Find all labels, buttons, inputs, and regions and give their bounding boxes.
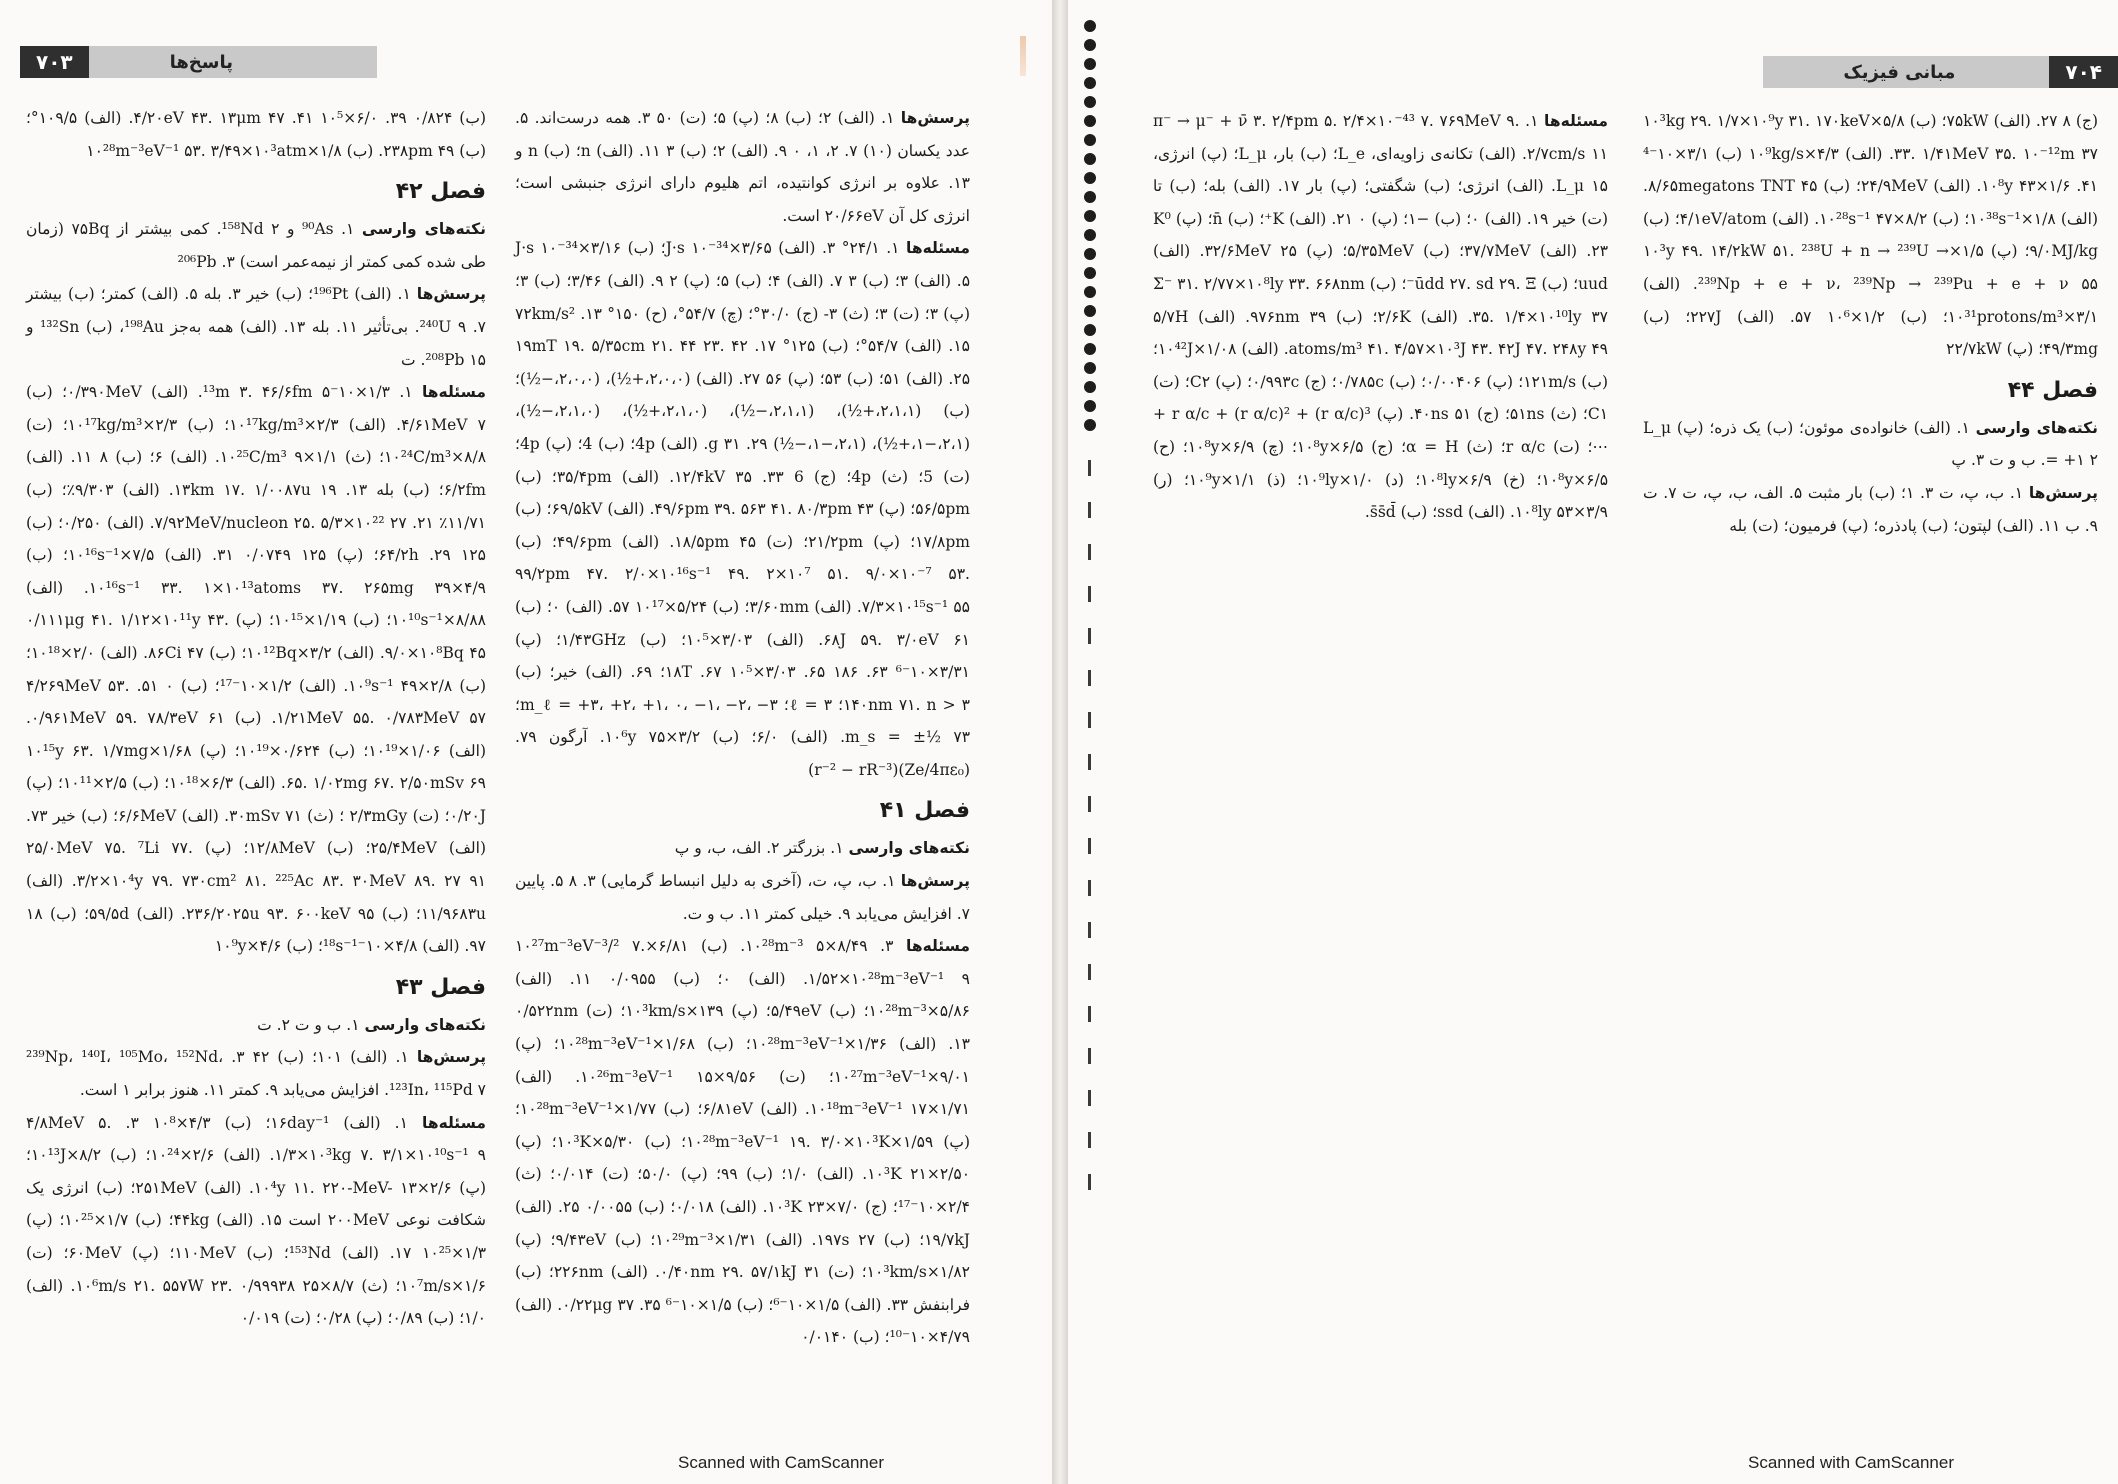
right-page-number: ۷۰۴	[2049, 56, 2118, 88]
binding-mark	[1088, 1090, 1091, 1106]
binding-ring	[1084, 58, 1096, 70]
binding-ring	[1084, 96, 1096, 108]
section-label: نکته‌های وارسی	[1975, 418, 2098, 437]
binding-ring	[1084, 115, 1096, 127]
section-label: نکته‌های وارسی	[364, 1015, 486, 1034]
section-label: نکته‌های وارسی	[361, 220, 487, 239]
right-header-bar	[1763, 56, 2118, 88]
answer-text: ۱. ب، پ، ت، (آخری به دلیل انبساط گرمایی) ۳. ۸ ۵. پایین ۷. افزایش می‌یابد ۹. خیلی کمتر ۱۱. ب و ت.	[515, 872, 970, 923]
answer-paragraph	[26, 278, 486, 376]
left-page-right-column	[515, 102, 970, 1354]
binding-ring	[1084, 286, 1096, 298]
answer-text: ۱. ۱/۳×۱۰⁻¹³m ۳. ۴۶/۶fm ۵. (الف) ۰/۳۹۰MeV؛ (ب) ۴/۶۱MeV ۷. (الف) ۲/۳×۱۰¹⁷kg/m³؛ (ب) ۲/۳×۱۰¹⁷kg/m³؛ (ت) ۸/۸×۱۰²⁴C/m³؛ (ث) ۱/۱×۱۰²⁵C/m³ ۹. (الف) ۶؛ (ب) ۸ ۱۱. (الف) ۶/۲fm؛ (ب) بله ۱۳. ۱۳km ۱۷. ۱/۰۰۸۷u ۱۹. (الف) ۹/۳۰۳٪؛ (ب) ۱۱/۷۱٪ ۲۱. ۷/۹۲MeV/nucleon ۲۵. ۵/۳×۱۰²² ۲۷. (الف) ۰/۲۵۰؛ (ب) ۱۲۵ ۲۹. ۶۴/۲h؛ (پ) ۱۲۵ ۰/۰۷۴۹ ۳۱. (الف) ۷/۵×۱۰¹⁶s⁻¹؛ (ب) ۴/۹×۱۰¹⁶s⁻¹ ۳۳. ۱×۱۰¹³atoms ۳۷. ۲۶۵mg ۳۹. (الف) ۸/۸۸×۱۰¹⁰s⁻¹؛ (ب) ۱/۱۹×۱۰¹⁵؛ (پ) ۰/۱۱۱μg ۴۱. ۱/۱۲×۱۰¹¹y ۴۳. ۹/۰×۱۰⁸Bq ۴۵. (الف) ۳/۲×۱۰¹²Bq؛ (ب) ۸۶Ci ۴۷. (الف) ۲/۰×۱۰¹⁸؛ (ب) ۲/۸×۱۰⁹s⁻¹ ۴۹. (الف) ۱/۲×۱۰⁻¹⁷؛ (ب) ۰ ۵۱. ۴/۲۶۹MeV ۵۳. ۱/۲۱MeV ۵۵. ۰/۷۸۳MeV ۵۷. (ب) ۰/۹۶۱MeV ۵۹. ۷۸/۳eV ۶۱. (الف) ۱/۰۶×۱۰¹⁹؛ (ب) ۰/۶۲۴×۱۰¹⁹؛ (پ) ۱/۶۸×۱۰¹⁵y ۶۳. ۱/۷mg ۶۵. ۱/۰۲mg ۶۷. ۲/۵۰mSv ۶۹. (الف) ۶/۳×۱۰¹⁸؛ (ب) ۲/۵×۱۰¹¹؛ (پ) ۰/۲۰J؛ (ت) ۲/۳mGy ؛ (ث) ۳۰mSv ۷۱. (الف) ۶/۶MeV؛ (ب) خیر ۷۳. (الف) ۲۵/۴MeV؛ (ب) ۱۲/۸MeV؛ (پ) ۲۵/۰MeV ۷۵. ⁷Li ۷۷. ۳/۲×۱۰⁴y ۷۹. ۷۳۰cm² ۸۱. ²²⁵Ac ۸۳. ۳۰MeV ۸۹. ۲۷ ۹۱. (الف) ۱۱/۹۶۸۳u؛ (ب) ۲۳۶/۲۰۲۵u ۹۳. ۶۰۰keV ۹۵. (الف) ۵۹/۵d؛ (ب) ۱۸ ۹۷. (الف) ۴/۸×۱۰⁻¹⁸s⁻¹؛ (ب) ۴/۶×۱۰⁹y	[26, 383, 487, 956]
answer-paragraph	[1643, 477, 2098, 542]
left-running-title: پاسخ‌ها	[169, 51, 233, 73]
answer-paragraph	[1153, 105, 1608, 529]
binding-ring	[1084, 400, 1096, 412]
right-page	[1068, 0, 2118, 1484]
binding-mark	[1088, 1174, 1091, 1190]
answer-paragraph	[515, 102, 970, 232]
answer-text: ۱. (الف) خانواده‌ی موئون؛ (ب) یک ذره؛ (پ) L_μ = +۱ ۲. ب و ت ۳. پ	[1643, 418, 2098, 470]
section-label: مسئله‌ها	[906, 239, 971, 258]
binding-ring	[1084, 39, 1096, 51]
chapter-heading: فصل ۴۳	[395, 974, 486, 1000]
section-label: پرسش‌ها	[416, 1048, 487, 1067]
section-label: نکته‌های وارسی	[848, 839, 970, 858]
answer-text: (ج) ۸ ۲۷. (الف) ۷۵kW؛ (ب) ۵/۸×۱۰³kg ۲۹. ۱/۷×۱۰⁹y ۳۱. ۱۷۰keV ۳۳. ۱/۴۱MeV ۳۵. ۱۰⁻¹²m ۳۷. (الف) ۴/۳×۱۰⁹kg/s (ب) ۳/۱×۱۰⁻⁴ ۴۱. ۱/۶×۱۰⁸y ۴۳. (الف) ۲۴/۹MeV؛ (ب) ۸/۶۵megatons TNT ۴۵. (الف) ۱/۸×۱۰³⁸s⁻¹؛ (ب) ۸/۲×۱۰²⁸s⁻¹ ۴۷. (الف) ۴/۱eV/atom؛ (ب) ۹/۰MJ/kg؛ (پ) ۱/۵×۱۰³y ۴۹. ۱۴/۲kW ۵۱. ²³⁸U + n → ²³⁹U → ²³⁹Np + e + ν، ²³⁹Np → ²³⁹Pu + e + ν ۵۵. (الف) ۳/۱×۱۰³¹protons/m³؛ (ب) ۱/۲×۱۰⁶ ۵۷. (الف) ۲۲۷J؛ (ب) ۴۹/۳mg؛ (پ) ۲۲/۷kW	[1643, 112, 2099, 359]
binding-ring	[1084, 134, 1096, 146]
binding-ring	[1084, 191, 1096, 203]
answer-text: ۳. ۸/۴۹×۱۰²⁸m⁻³ ۵. (ب) ۶/۸۱×۱۰²⁷m⁻³eV⁻³/² ۷. ۱/۵۲×۱۰²⁸m⁻³eV⁻¹ ۹. (الف) ۰؛ (ب) ۰/۰۹۵۵ ۱۱. (الف) ۵/۸۶×۱۰²⁸m⁻³؛ (ب) ۵/۴۹eV؛ (پ) ۱۳۹×۱۰³km/s؛ (ت) ۰/۵۲۲nm ۱۳. (الف) ۱/۳۶×۱۰²⁸m⁻³eV⁻¹؛ (ب) ۱/۶۸×۱۰²⁸m⁻³eV⁻¹؛ (پ) ۹/۰۱×۱۰²⁷m⁻³eV⁻¹؛ (ت) ۹/۵۶×۱۰²⁶m⁻³eV⁻¹ ۱۵. (الف) ۱/۷۱×۱۰¹⁸m⁻³eV⁻¹ ۱۷. (الف) ۶/۸۱eV؛ (ب) ۱/۷۷×۱۰²⁸m⁻³eV⁻¹؛ (پ) ۱/۵۹×۱۰²⁸m⁻³eV⁻¹ ۱۹. ۳/۰×۱۰³K؛ (ب) ۵/۳۰×۱۰³K؛ (پ) ۲/۵۰×۱۰³K ۲۱. (الف) ۱/۰؛ (ب) ۹۹؛ (پ) ۵۰/۰؛ (ت) ۰/۰۱۴؛ (ث) ۲/۴×۱۰⁻¹⁷؛ (ج) ۷/۰×۱۰³K ۲۳. (الف) ۰/۰۱۸؛ (ب) ۰/۰۰۵۵ ۲۵. (الف) ۱۹/۷kJ؛ (ب) ۱۹۷s ۲۷. (الف) ۱/۳۱×۱۰²⁹m⁻³؛ (ب) ۹/۴۳eV؛ (پ) ۱/۸۲×۱۰³km/s؛ (ت) ۰/۴۰nm ۲۹. ۵۷/۱kJ ۳۱. (الف) ۲۲۶nm؛ (ب) فرابنفش ۳۳. (الف) ۱/۵×۱۰⁻⁶؛ (ب) ۱/۵×۱۰⁻⁶ ۳۵. ۰/۲۲μg ۳۷. (الف) ۴/۷۹×۱۰⁻¹⁰؛ (ب) ۰/۰۱۴۰	[515, 937, 971, 1347]
binding-mark	[1088, 586, 1091, 602]
binding-mark	[1088, 838, 1091, 854]
binding-mark	[1088, 460, 1091, 476]
binding-ring	[1084, 343, 1096, 355]
answer-text: ۱. ب، پ، ت ۳. ۱؛ (ب) بار مثبت ۵. الف، ب، پ، ت ۷. ت ۹. ب ۱۱. (الف) لپتون؛ (ب) پادذره؛ (پ) فرمیون؛ (ت) بله	[1643, 483, 2098, 535]
answer-paragraph	[26, 1107, 486, 1335]
left-page-number: ۷۰۳	[20, 46, 89, 78]
section-label: پرسش‌ها	[900, 872, 970, 891]
binding-ring	[1084, 172, 1096, 184]
answer-paragraph	[26, 376, 486, 963]
binding-mark	[1088, 544, 1091, 560]
right-footer-watermark: Scanned with CamScanner	[1748, 1453, 1955, 1472]
section-label: پرسش‌ها	[2028, 483, 2098, 502]
answer-text: ۱. (الف) ۲؛ (ب) ۸؛ (پ) ۵؛ (ت) ۵۰ ۳. همه درست‌اند. ۵. عدد یکسان (۱۰) ۷. ۲، ۱، ۰ ۹. (الف) ۲؛ (ب) ۳ ۱۱. (الف) n؛ (ب) n و ۱۳. علاوه بر انرژی کوانتیده، اتم هلیوم دارای انرژی جنبشی است؛ انرژی کل آن ۲۰/۶۶eV است.	[515, 109, 971, 225]
left-header-bar	[20, 46, 377, 78]
answer-paragraph	[26, 1009, 486, 1042]
binding-mark	[1088, 1132, 1091, 1148]
answer-text: ۱. (الف) ¹⁹⁶Pt؛ (ب) خیر ۳. بله ۵. (الف) کمتر؛ (ب) بیشتر ۷. ²⁴⁰U ۹. بی‌تأثیر ۱۱. بله ۱۳. (الف) همه به‌جز ¹⁹⁸Au، (ب) ¹³²Sn و ²⁰⁸Pb ۱۵. ت	[26, 285, 486, 369]
left-page-left-column	[26, 102, 486, 1335]
section-label: مسئله‌ها	[906, 937, 970, 956]
section-label: پرسش‌ها	[416, 285, 486, 304]
answer-paragraph	[1643, 412, 2098, 477]
section-label: پرسش‌ها	[900, 109, 970, 127]
binding-ring	[1084, 419, 1096, 431]
binding-ring	[1084, 153, 1096, 165]
binding-mark	[1088, 964, 1091, 980]
answer-paragraph	[1643, 105, 2098, 366]
section-label: مسئله‌ها	[422, 1113, 486, 1132]
binding-ring	[1084, 77, 1096, 89]
section-label: مسئله‌ها	[421, 383, 486, 402]
answer-paragraph	[26, 102, 486, 167]
binding-ring	[1084, 229, 1096, 241]
binding-mark	[1088, 670, 1091, 686]
left-page	[0, 0, 1052, 1484]
binding-ring	[1084, 20, 1096, 32]
binding-ring	[1084, 210, 1096, 222]
answer-text: ۱. π⁻ → μ⁻ + ν̄ ۳. ۲/۴pm ۵. ۲/۴×۱۰⁻⁴³ ۷. ۷۶۹MeV ۹. ۲/۷cm/s ۱۱. (الف) تکانه‌ی زاویه‌ای، L_e؛ (ب) بار، L_μ؛ (پ) انرژی، L_μ ۱۵. (الف) انرژی؛ (ب) شگفتی؛ (پ) بار ۱۷. (الف) بله؛ (ب) تا (ت) خیر ۱۹. (الف) ۰؛ (ب) −۱؛ (پ) ۰ ۲۱. (الف) K⁺؛ (ب) n̄؛ (پ) K⁰ ۲۳. (الف) ۳۷/۷MeV؛ (ب) ۵/۳۵MeV؛ (پ) ۳۲/۶MeV ۲۵. (الف) uud؛ (ب) ūdd ۲۷. sd ۲۹. Ξ⁻؛ (ب) Σ⁻ ۳۱. ۲/۷۷×۱۰⁸ly ۳۳. ۶۶۸nm ۳۵. ۱/۴×۱۰¹⁰ly ۳۷. (الف) ۲/۶K؛ (ب) ۹۷۶nm ۳۹. (الف) ۵/۷H atoms/m³ ۴۱. ۴/۵۷×۱۰³J ۴۳. ۴۲J ۴۷. ۲۴۸y ۴۹. (الف) ۱/۰۸×۱۰⁴²J؛ (ب) ۱۲۱m/s؛ (پ) ۰/۰۰۴۰۶؛ (ب) ۰/۷۸۵c؛ (ج) ۰/۹۹۳c؛ (پ) C۲؛ (ت) C۱؛ (ث) ۵۱ns؛ (ج) ۴۰ns ۵۱. (پ) r α/c + (r α/c)² + (r α/c)³ + ⋯؛ (ت) r α/c؛ (ث) α = H؛ (ج) ۶/۵×۱۰⁸y؛ (چ) ۶/۹×۱۰⁸y؛ (ح) ۶/۵×۱۰⁸y؛ (خ) ۶/۹×۱۰⁸ly؛ (د) ۱/۰×۱۰⁹ly؛ (ذ) ۱/۱×۱۰⁹y؛ (ر) ۳/۹×۱۰⁸ly ۵۳. (الف) ssd؛ (ب) s̄s̄d̄.	[1153, 112, 1609, 522]
answer-paragraph	[515, 232, 970, 786]
binding-ring	[1084, 267, 1096, 279]
answer-paragraph	[515, 930, 970, 1354]
right-running-title: مبانی فیزیک	[1843, 61, 1956, 83]
answer-paragraph	[26, 1041, 486, 1106]
binding-rings	[1082, 20, 1102, 1480]
answer-paragraph	[515, 865, 970, 930]
chapter-heading: فصل ۴۴	[2007, 377, 2098, 403]
binding-mark	[1088, 1048, 1091, 1064]
binding-mark	[1088, 922, 1091, 938]
left-footer-watermark: Scanned with CamScanner	[678, 1453, 885, 1472]
binding-mark	[1088, 796, 1091, 812]
answer-text: (ب) ۰/۸۲۴ ۳۹. ۶/۰×۱۰⁵ ۴۱. ۴/۲۰eV ۴۳. ۱۳μm ۴۷. (الف) ۱۰۹/۵°؛ (ب) ۲۳۸pm ۴۹. (ب) ۱/۸×۱۰²⁸m⁻³eV⁻¹ ۵۳. ۳/۴۹×۱۰³atm	[26, 109, 486, 160]
binding-mark	[1088, 502, 1091, 518]
answer-text: ۱. ب و ت ۲. ت	[257, 1015, 365, 1034]
binding-ring	[1084, 381, 1096, 393]
book-gutter	[1052, 0, 1068, 1484]
binding-ring	[1084, 248, 1096, 260]
binding-ring	[1084, 305, 1096, 317]
binding-ring	[1084, 362, 1096, 374]
chapter-heading: فصل ۴۲	[395, 179, 486, 205]
answer-text: ۱. ⁹⁰As و ¹⁵⁸Nd ۲. کمی بیشتر از ۷۵Bq (زمان طی شده کمی کمتر از نیمه‌عمر است) ۳. ²⁰⁶Pb	[26, 220, 486, 271]
chapter-heading: فصل ۴۱	[879, 798, 970, 824]
right-page-right-column	[1643, 105, 2098, 542]
binding-mark	[1088, 628, 1091, 644]
answer-text: ۱. (الف) ۱۶day⁻¹؛ (ب) ۴/۳×۱۰⁸ ۳. ۴/۸MeV ۵. ۱/۳×۱۰³kg ۷. ۳/۱×۱۰¹⁰s⁻¹ ۹. (الف) ۲/۶×۱۰²⁴؛ (ب) ۸/۲×۱۰¹³J؛ (پ) ۲/۶×۱۰⁴y ۱۱. ۲۲۰-MeV- ۱۳. (الف) ۲۵۱MeV؛ (ب) انرژی یک شکافت نوعی ۲۰۰MeV است ۱۵. (الف) ۴۴kg؛ (ب) ۱/۷×۱۰²⁵؛ (پ) ۱/۳×۱۰²⁵ ۱۷. (الف) ¹⁵³Nd؛ (ب) ۱۱۰MeV؛ (پ) ۶۰MeV؛ (ت) ۱/۶×۱۰⁷m/s؛ (ث) ۸/۷×۱۰⁶m/s ۲۱. ۵۵۷W ۲۳. ۰/۹۹۹۳۸ ۲۵. (الف) ۱/۰؛ (ب) ۰/۸۹؛ (پ) ۰/۲۸؛ (ت) ۰/۰۱۹	[26, 1113, 487, 1328]
answer-text: ۱. (الف) ۱۰۱؛ (ب) ۴۲ ۳. ²³⁹Np، ¹⁴⁰I، ¹⁰⁵Mo، ¹⁵²Nd، ¹²³In، ¹¹⁵Pd ۷. افزایش می‌یابد ۹. کمتر ۱۱. هنوز برابر ۱ است.	[26, 1048, 486, 1100]
binding-mark	[1088, 754, 1091, 770]
answer-paragraph	[26, 213, 486, 278]
binding-mark	[1088, 712, 1091, 728]
binding-ring	[1084, 324, 1096, 336]
answer-paragraph	[515, 832, 970, 865]
right-page-left-column	[1153, 105, 1608, 529]
answer-text: ۱. بزرگتر ۲. الف، ب، و پ	[674, 839, 849, 858]
answer-text: ۱. ۲۴/۱° ۳. (الف) J·s ۱۰⁻³⁴×۳/۶۵؛ (ب) J·s ۱۰⁻³⁴×۳/۱۶ ۵. (الف) ۳؛ (ب) ۳ ۷. (الف) ۴؛ (ب) ۵؛ (پ) ۲ ۹. (الف) ۳/۴۶؛ (ب) ۳؛ (پ) ۳؛ (ت) ۳؛ (ث) ۳- (ج) ۳۰/۰°؛ (چ) ۵۴/۷°، (ح) ۱۵۰° ۱۳. ۷۲km/s² ۱۵. (الف) ۵۴/۷°؛ (ب) ۱۲۵° ۱۷. ۱۹mT ۱۹. ۵/۳۵cm ۲۱. ۴۴ ۲۳. ۴۲ ۲۵. (الف) ۵۱؛ (ب) ۵۳؛ (پ) ۵۶ ۲۷. (الف) (۲،۰،۰،+½)، (۲،۰،۰،−½)؛ (ب) (۲،۱،۱،+½)، (۲،۱،۱،−½)، (۲،۱،۰،+½)، (۲،۱،۰،−½)، (۲،۱،−۱،+½)، (۲،۱،−۱،−½) ۲۹. g ۳۱. (الف) 4p؛ (ب) 4؛ (پ) 4p؛ (ت) 5؛ (ث) 4p؛ (ج) 6 ۳۳. ۱۲/۴kV ۳۵. (الف) ۳۵/۴pm؛ (ب) ۵۶/۵pm؛ (پ) ۴۹/۶pm ۳۹. ۵۶۳ ۴۱. ۸۰/۳pm ۴۳. (الف) ۶۹/۵kV؛ (ب) ۱۷/۸pm؛ (پ) ۲۱/۲pm؛ (ت) ۱۸/۵pm ۴۵. (الف) ۴۹/۶pm؛ (ب) ۹۹/۲pm ۴۷. ۲/۰×۱۰¹⁶s⁻¹ ۴۹. ۲×۱۰⁷ ۵۱. ۹/۰×۱۰⁻⁷ ۵۳. ۷/۳×۱۰¹⁵s⁻¹ ۵۵. (الف) ۳/۶۰mm؛ (ب) ۵/۲۴×۱۰¹⁷ ۵۷. (الف) ۰؛ (ب) ۶۸J ۵۹. ۳/۰eV ۶۱. (الف) ۳/۰۳×۱۰⁵؛ (ب) ۱/۴۳GHz؛ (پ) ۳/۳۱×۱۰⁻⁶ ۶۳. ۱۸۶ ۶۵. ۳/۰۳×۱۰⁵ ۶۷. ۱۸T؛ ۶۹. (الف) خیر؛ (ب) ۱۴۰nm ۷۱. n > ۳؛ ℓ = ۳؛ m_ℓ = +۳، +۲، +۱، ۰، −۱، −۲، −۳؛ m_s = ±½ ۷۳. (الف) ۶/۰؛ (ب) ۳/۲×۱۰⁶y ۷۵. آرگون ۷۹. (Ze/4πε₀)(r⁻² − rR⁻³)	[515, 239, 971, 779]
scan-edge-mark	[1020, 36, 1026, 76]
binding-mark	[1088, 880, 1091, 896]
section-label: مسئله‌ها	[1544, 112, 1608, 130]
binding-mark	[1088, 1006, 1091, 1022]
